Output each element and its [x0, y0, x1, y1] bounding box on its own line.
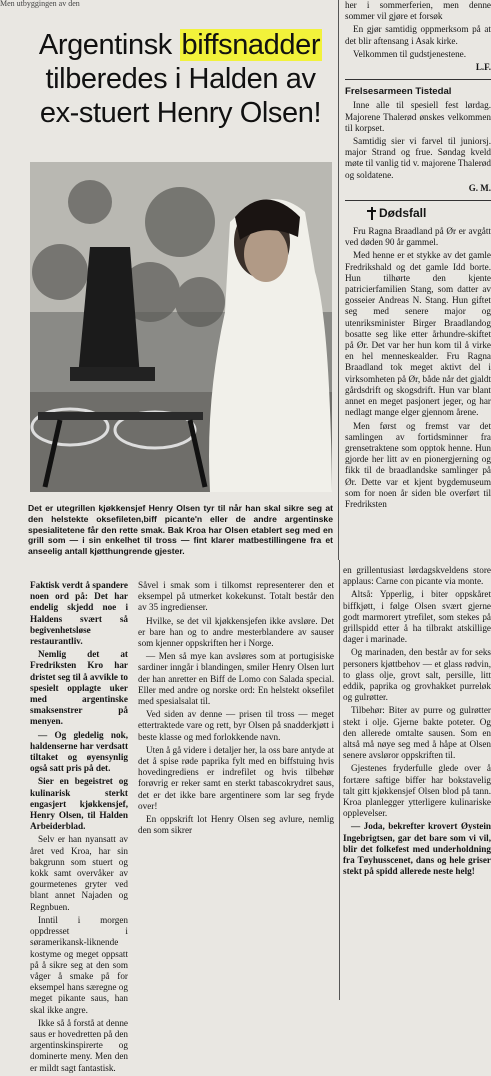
obituary-paragraph: Fru Ragna Braadland på Ør er avgått ved døden 90 år gammel.	[345, 226, 491, 248]
section-rule	[345, 79, 491, 80]
notice-signature: L.F.	[475, 62, 491, 73]
article-paragraph: Ved siden av denne — prisen til tross — meget ettertraktede vare og rett, byr Olsen på snadderkjøtt i beste klasse og med forlokkende navn.	[138, 709, 334, 742]
notice-paragraph: Velkommen til gudstjenestene.	[353, 48, 467, 59]
section-title-dodsfall: Dødsfall	[379, 205, 427, 220]
article-paragraph: Nemlig det at Fredriksten Kro har dristet seg til å avvikle to spesielt opplagte uker med argentinske smaksenstrer på menyen.	[30, 649, 128, 727]
headline-pre: Argentinsk	[38, 29, 180, 61]
section-rule	[345, 200, 491, 201]
article-paragraph: En oppskrift lot Henry Olsen seg avlure, nemlig den som sikrer	[138, 814, 334, 836]
article-paragraph: en grillentusiast lørdagskveldens store applaus: Carne con picante via monte.	[343, 565, 491, 587]
right-column	[345, 0, 491, 512]
article-paragraph: Uten å gå videre i detaljer her, la oss bare antyde at det å spise røde paprika fylt med en biffstuing hvis hovedingrediens er indrefilet og hvis tilbehør forøvrig er reker samt en sterkt tabascokrydret saus, det er det ikke bare argentinere som lar seg fryde over!	[138, 744, 334, 811]
article-paragraph: Sier en begeistret og kulinarisk sterkt engasjert kjøkkensjef, Henry Olsen, til Halden Arbeiderblad.	[30, 776, 128, 832]
headline-highlight: biffsnadder	[181, 29, 321, 61]
article-paragraph: Ikke så å forstå at denne saus er hovedretten på den argentinskinspirerte og dominerte meny. Men den er mildt sagt fantastisk.	[30, 1017, 128, 1073]
obituary-paragraph: Med henne er et stykke av det gamle Fredrikshald og det gamle Idd borte. Hun tilhørte den kjente patricierfamilien Stang, som datter av gosseier Andreas N. Stang. Hun giftet seg med senere major og utenriksminister Birger Braadlandog bosatte seg like etter århundre-skiftet på Ør. Det var her hun kom til å virke en hel menneskealder. Fru Ragna Braadland tok meget aktivt del i virksomheten på Ør, både når det gjaldt gårdsdrift og skogsdrift. Hun var blant annet en meget pasjonert jeger, og har nedlagt mange elger gjennom årene.	[345, 250, 491, 418]
article-column-3	[343, 565, 491, 879]
headline	[28, 28, 333, 130]
top-clipped-text: Men utbyggingen av den	[0, 0, 80, 8]
obituary-paragraph: Men først og fremst var det samlingen av fortidsminner fra grensetraktene som opptok henne. Hun gjorde her litt av en pionergjerning og fikk til de braadlandske samlinger på Ør. Dette var et kjent bygdemuseum som for noen år siden ble overført til Fredriksten	[345, 420, 491, 509]
article-paragraph: Såvel i smak som i tilkomst representerer den et eksempel på utmerket kokekunst. Totalt består den av 35 ingredienser.	[138, 580, 334, 613]
headline-post: tilberedes i Halden av ex-stuert Henry Olsen!	[39, 63, 322, 129]
article-column-2	[138, 580, 334, 838]
notice-paragraph: Samtidig sier vi farvel til juniorsj. major Strand og frue. Søndag kveld møte til vanlig tid v. majorene Thalerød og soldatene.	[345, 136, 491, 180]
article-paragraph: — Men så mye kan avsløres som at portugisiske sardiner inngår i blandingen, smiler Henry Olsen lurt der han anretter en Biff de Lomo con Salada special. Eller med andre og norske ord: En helstekt oksefilet med spesialsalat til.	[138, 651, 334, 707]
article-paragraph: Altså: Ypperlig, i biter oppskåret biffkjøtt, i følge Olsen svært gjerne godt marmorert ytrefilet, som stekes på grillspidd etter å ha tilbrakt atskillige dager i marinade.	[343, 589, 491, 645]
article-paragraph: Hvilke, se det vil kjøkkensjefen ikke avsløre. Det er bare han og to andre mesterblandere av sauser som kjenner oppskriften her i Norge.	[138, 615, 334, 649]
notice-signature: G. M.	[468, 182, 491, 193]
section-title-frelsesarmeen: Frelsesarmeen Tistedal	[345, 86, 452, 98]
article-paragraph: — Og gledelig nok, haldenserne har verdsatt tiltaket og øyensynlig også satt pris på det.	[30, 729, 128, 774]
photo-caption: Det er utegrillen kjøkkensjef Henry Olsen tyr til når han skal sikre seg at den helstekte oksefileten,biff picante'n eller de andre argentinske spesialitetene får den rette smak. Bak Kroa har Olsen etablert seg med en grill som — i sin enkelhet til tross — fint klarer matbestillingene fra et anseelig antall kjøtthungrende gjester.	[28, 503, 333, 557]
article-column-1	[30, 580, 128, 1076]
article-paragraph: Faktisk verdt å spandere noen ord på: Det har endelig skjedd noe i Haldens svært så begivenhetsløse restaurantliv.	[30, 580, 128, 647]
column-divider	[339, 560, 340, 1000]
article-paragraph: — Joda, bekrefter krovert Øystein Ingebrigtsen, gar det bare som vi vil, blir det folkefest med underholdning fra Tøyhusscenet, dans og hele griser stekt på spidd allerede neste helg!	[343, 821, 491, 877]
dodsfall-header	[367, 207, 491, 220]
article-paragraph: Tilbehør: Biter av purre og gulrøtter stekt i olje. Gjerne bakte poteter. Og den allerede omtalte sausen. Som en altså må nøye seg med å håpe at Olsen senere avsløror oppskriften til.	[343, 705, 491, 761]
article-paragraph: Og marinaden, den består av for seks personers kjøttbehov — et glass rødvin, to glass olje, grovt salt, persille, litt eddik, paprika og grovhakket purreløk og gulrøtter.	[343, 647, 491, 703]
notice-paragraph: En gjør samtidig oppmerksom på at det blir aftensang i Asak kirke.	[345, 24, 491, 46]
photo-chef-grill	[30, 162, 332, 492]
cross-icon	[367, 207, 376, 220]
right-column-divider	[338, 0, 339, 560]
article-paragraph: Inntil i morgen oppdresset i søramerikansk-liknende kostyme og meget oppsatt på å sikre seg at den som våger å smake på for eksempel hans særegne og meget pikante saus, han skal ikke angre.	[30, 914, 128, 1015]
article-paragraph: Gjestenes fryderfulle glede over å fortære saftige biffer har bokstavelig talt gitt kjøkkensjef Olsen blod på tann. Kroa planlegger ytterligere kulinariske opplevelser.	[343, 763, 491, 819]
article-paragraph: Selv er han nyansatt av året ved Kroa, har sin bakgrunn som stuert og kokk samt overvåker av gourmetenes gryter ved blant annet Najaden og Regnbuen.	[30, 834, 128, 912]
notice-paragraph: her i sommerferien, men denne sommer vil gjøre et forsøk	[345, 0, 491, 22]
notice-paragraph: Inne alle til spesiell fest lørdag. Majorene Thalerød ønskes velkommen til korpset.	[345, 100, 491, 133]
